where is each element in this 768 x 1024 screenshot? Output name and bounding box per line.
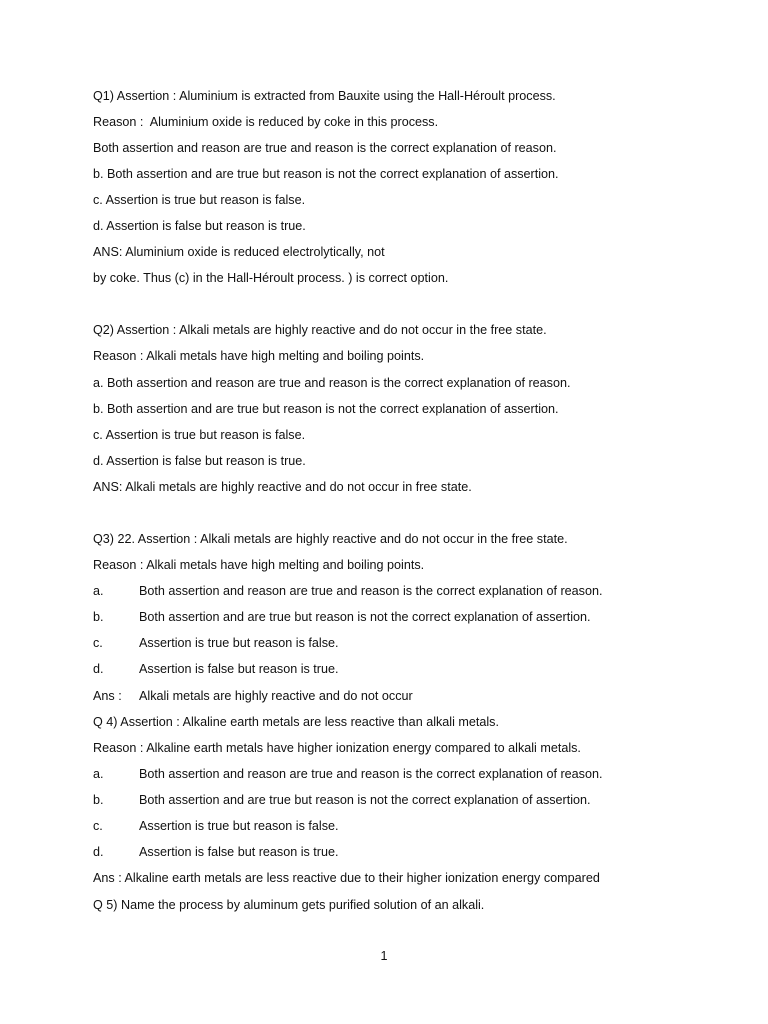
option-label: b. [93,610,104,624]
q3-option-c [93,635,339,651]
q4-option-d [93,844,339,860]
q1-option-c: c. Assertion is true but reason is false. [93,193,306,207]
option-label: c. [93,636,103,650]
q4-answer: Ans : Alkaline earth metals are less reactive due to their higher ionization energy compared [93,871,600,885]
q1-option-b: b. Both assertion and are true but reason is not the correct explanation of assertion. [93,167,559,181]
option-label: c. [93,819,103,833]
page-number: 1 [380,949,388,963]
q1-option-d: d. Assertion is false but reason is true. [93,219,306,233]
option-text: Both assertion and reason are true and reason is the correct explanation of reason. [139,767,603,781]
option-text: Assertion is false but reason is true. [139,662,339,676]
q3-option-b [93,609,591,625]
q5-question: Q 5) Name the process by aluminum gets purified solution of an alkali. [93,898,485,912]
option-label: a. [93,584,104,598]
q3-reason: Reason : Alkali metals have high melting and boiling points. [93,558,425,572]
option-text: Assertion is true but reason is false. [139,636,339,650]
q3-answer [93,688,413,704]
answer-text: Alkali metals are highly reactive and do not occur [139,689,413,703]
q4-option-b [93,792,591,808]
option-text: Both assertion and reason are true and reason is the correct explanation of reason. [139,584,603,598]
q2-assertion: Q2) Assertion : Alkali metals are highly reactive and do not occur in the free state. [93,323,547,337]
q4-assertion: Q 4) Assertion : Alkaline earth metals are less reactive than alkali metals. [93,715,499,729]
q1-answer-line-1: ANS: Aluminium oxide is reduced electrolytically, not [93,245,385,259]
option-text: Assertion is true but reason is false. [139,819,339,833]
q1-answer-line-2: by coke. Thus (c) in the Hall-Héroult process. ) is correct option. [93,271,449,285]
q1-assertion: Q1) Assertion : Aluminium is extracted from Bauxite using the Hall-Héroult process. [93,89,556,103]
option-label: a. [93,767,104,781]
q4-reason: Reason : Alkaline earth metals have higher ionization energy compared to alkali metals. [93,741,581,755]
option-label: d. [93,845,104,859]
option-label: b. [93,793,104,807]
q1-reason: Reason : Aluminium oxide is reduced by coke in this process. [93,115,439,129]
q3-option-d [93,661,339,677]
q1-option-a: Both assertion and reason are true and reason is the correct explanation of reason. [93,141,557,155]
q2-option-a: a. Both assertion and reason are true and reason is the correct explanation of reason. [93,376,571,390]
q2-answer: ANS: Alkali metals are highly reactive and do not occur in free state. [93,480,472,494]
q4-option-c [93,818,339,834]
q2-reason: Reason : Alkali metals have high melting and boiling points. [93,349,425,363]
answer-label: Ans : [93,689,122,703]
option-text: Assertion is false but reason is true. [139,845,339,859]
option-text: Both assertion and are true but reason is not the correct explanation of assertion. [139,610,591,624]
option-label: d. [93,662,104,676]
q3-assertion: Q3) 22. Assertion : Alkali metals are highly reactive and do not occur in the free state. [93,532,568,546]
option-text: Both assertion and are true but reason is not the correct explanation of assertion. [139,793,591,807]
q2-option-b: b. Both assertion and are true but reason is not the correct explanation of assertion. [93,402,559,416]
q3-option-a [93,583,602,599]
q4-option-a [93,766,602,782]
q2-option-c: c. Assertion is true but reason is false. [93,428,306,442]
q2-option-d: d. Assertion is false but reason is true. [93,454,306,468]
